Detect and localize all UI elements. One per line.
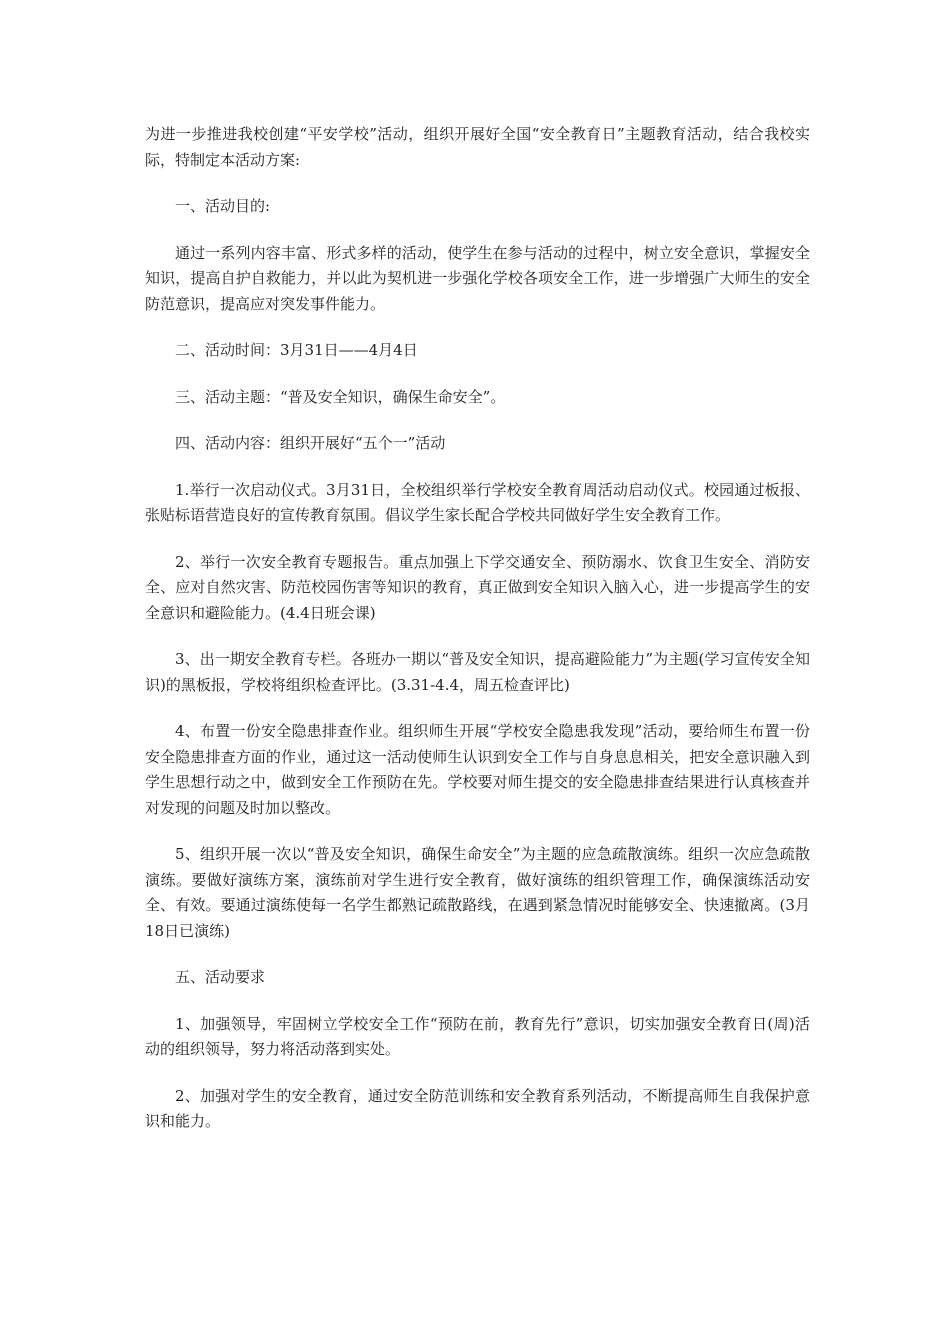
section-heading-time: 二、活动时间：3月31日——4月4日 bbox=[175, 341, 418, 359]
document-body bbox=[145, 122, 810, 1156]
content-item-2: 2、举行一次安全教育专题报告。重点加强上下学交通安全、预防溺水、饮食卫生安全、消防安全、应对自然灾害、防范校园伤害等知识的教育，真正做到安全知识入脑入心，进一步提高学生的安全意识和避险能力。(4.4日班会课) bbox=[145, 552, 810, 622]
section-heading-theme: 三、活动主题：“普及安全知识，确保生命安全”。 bbox=[175, 387, 506, 406]
requirement-item-2: 2、加强对学生的安全教育，通过安全防范训练和安全教育系列活动，不断提高师生自我保护意识和能力。 bbox=[145, 1086, 810, 1130]
content-item-4: 4、布置一份安全隐患排查作业。组织师生开展“学校安全隐患我发现”活动，要给师生布置一份安全隐患排查方面的作业，通过这一活动使师生认识到安全工作与自身息息相关，把安全意识融入到学生思想行动之中，做到安全工作预防在先。学校要对师生提交的安全隐患排查结果进行认真核查并对发现的问题及时加以整改。 bbox=[145, 722, 810, 817]
intro-paragraph: 为进一步推进我校创建“平安学校”活动，组织开展好全国“安全教育日”主题教育活动，结合我校实际，特制定本活动方案: bbox=[145, 125, 810, 169]
requirement-item-1: 1、加强领导，牢固树立学校安全工作“预防在前，教育先行”意识，切实加强安全教育日(周)活动的组织领导，努力将活动落到实处。 bbox=[145, 1014, 810, 1058]
purpose-paragraph: 通过一系列内容丰富、形式多样的活动，使学生在参与活动的过程中，树立安全意识，掌握安全知识，提高自护自救能力，并以此为契机进一步强化学校各项安全工作，进一步增强广大师生的安全防范意识，提高应对突发事件能力。 bbox=[145, 243, 810, 313]
section-heading-content: 四、活动内容：组织开展好“五个一”活动 bbox=[175, 434, 446, 452]
content-item-1: 1.举行一次启动仪式。3月31日，全校组织举行学校安全教育周活动启动仪式。校园通过板报、张贴标语营造良好的宣传教育氛围。倡议学生家长配合学校共同做好学生安全教育工作。 bbox=[145, 480, 810, 524]
section-heading-purpose: 一、活动目的: bbox=[175, 197, 271, 215]
content-item-5: 5、组织开展一次以“普及安全知识，确保生命安全”为主题的应急疏散演练。组织一次应急疏散演练。要做好演练方案，演练前对学生进行安全教育，做好演练的组织管理工作，确保演练活动安全、有效。要通过演练使每一名学生都熟记疏散路线，在遇到紧急情况时能够安全、快速撤离。(3月18日已演练) bbox=[145, 845, 810, 940]
content-item-3: 3、出一期安全教育专栏。各班办一期以“普及安全知识，提高避险能力”为主题(学习宣传安全知识)的黑板报，学校将组织检查评比。(3.31-4.4，周五检查评比) bbox=[145, 650, 810, 694]
section-heading-requirements: 五、活动要求 bbox=[175, 968, 266, 986]
